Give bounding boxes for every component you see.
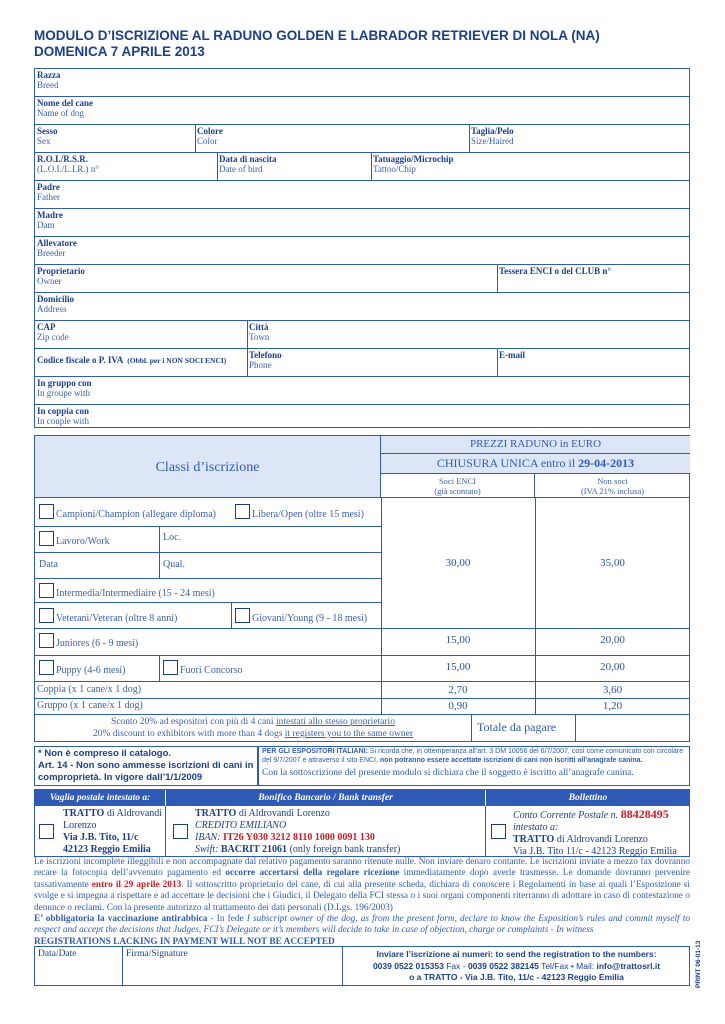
footer-box [34,946,690,986]
date-label: Data/Date [38,949,77,959]
champion-checkbox[interactable] [39,504,54,519]
title-line-1: MODULO D’ISCRIZIONE AL RADUNO GOLDEN E LABRADOR RETRIEVER DI NOLA (NA) [34,28,600,43]
postal-header: Vaglia postale intestato a: [35,790,165,806]
title-line-2: DOMENICA 7 APRILE 2013 [34,44,205,59]
work-checkbox[interactable] [39,531,54,546]
italian-exhibitors-bold-2: non potranno essere accettate iscrizioni di cani non iscritti all’anagrafe canina. [379,756,643,764]
group-sub: In groupe with [37,388,90,398]
open-label: Libera/Open (oltre 15 mesi) [252,509,364,520]
catalog-line-3: comproprietà. In vigore dall’1/1/2009 [38,772,203,783]
bank-swift-note: (only foreign bank transfer) [287,844,401,855]
junior-checkbox[interactable] [39,633,54,648]
group-members-price: 0,90 [448,700,468,712]
bank-name-bold: TRATTO [195,808,237,819]
send-tel: 0039 0522 382145 [467,960,539,971]
send-fax-label: Fax - [443,960,468,971]
group-class-label[interactable]: Gruppo (x 1 cane/x 1 dog) [37,700,143,711]
terms-p1e: . Il sottoscritto proprietario del cane, di cui alla presente scheda, dichiara di conoscere i Regolamenti in base ai quali l’Esposizione si svolge e si impegna a rispettare e ad accettare le decisioni che i Giudici, il Delegato della FCI stessa o i suoi organi componenti riterranno di adottare in caso di contestazione o denunce o reclami. Con la presente autorizzo al trattamento dei dati personali (D.Lgs. 196/2003) [34,879,690,913]
slip-checkbox[interactable] [491,824,508,842]
couple-members-price: 2,70 [448,684,468,696]
members-sub: (già scontato) [434,486,481,496]
cap-field[interactable] [35,321,71,343]
class-champion[interactable] [39,504,216,522]
phone-field[interactable] [247,349,284,371]
father-sub: Father [37,192,60,202]
italian-exhibitors-box [258,746,690,786]
total-label: Totale da pagare [477,720,557,734]
roi-label: R.O.I./R.S.R. [37,154,89,164]
catalog-box [34,746,258,786]
italian-exhibitors-bold: PER GLI ESPOSITORI ITALIANI: [262,748,368,755]
size-label: Taglia/Pelo [471,126,514,136]
group-label: In gruppo con [37,378,92,388]
out-of-competition-label: Fuori Concorso [180,665,243,676]
puppy-non-members-price: 20,00 [600,661,625,673]
sex-label: Sesso [37,126,58,136]
date-field[interactable] [35,947,123,986]
terms-paragraph-1 [34,857,690,914]
discount-it-prefix: Sconto 20% ad espositori con più di 4 cani [111,717,276,727]
cap-label: CAP [37,322,56,332]
postal-line-2: Lorenzo [63,820,97,831]
discount-en-link: it registers you to the same owner [284,729,414,739]
slip-number: 88428495 [620,807,669,821]
sex-color-row [35,125,689,153]
breed-sub: Breed [37,80,59,90]
bank-swift-label: Swift: [195,844,221,855]
work-qual-label: Qual. [163,559,185,570]
discount-en-prefix: 20% discount to exhibitors with more than 4 dogs [92,729,285,739]
puppy-checkbox[interactable] [39,660,54,675]
sex-field[interactable] [35,125,60,147]
cap-sub: Zip code [37,332,69,342]
size-sub: Size/Haired [471,136,514,146]
bank-swift: BACRIT 21061 [220,844,288,855]
send-email[interactable]: info@trattosrl.it [596,960,661,971]
intermediate-checkbox[interactable] [39,583,54,598]
puppy-label: Puppy (4-6 mesi) [56,665,126,676]
italian-exhibitors-note [262,748,686,765]
terms-paragraph-3: REGISTRATIONS LACKING IN PAYMENT WILL NOT BE ACCEPTED [34,936,335,947]
classes-table [34,435,690,742]
class-puppy[interactable] [39,660,125,678]
members-label: Soci ENCI [438,476,477,486]
catalog-line-2: Art. 14 - Non sono ammesse iscrizioni di cani in [38,760,254,771]
postal-checkbox[interactable] [39,824,56,842]
class-work[interactable] [39,531,110,549]
veteran-checkbox[interactable] [39,608,54,623]
terms-p1a: Le iscrizioni incomplete illeggibili e non accompagnate dal relativo pagamento saranno ritenute nulle. Non inviare denaro contante. Le iscrizioni inviate a mezzo fax dovranno recare la fotocopia dell’avvenuto pagamento ed [34,857,690,879]
members-header [381,474,535,498]
sex-sub: Sex [37,136,51,146]
deadline-date: 29-04-2013 [578,456,635,470]
couple-class-label[interactable]: Coppia (x 1 cane/x 1 dog) [37,684,142,695]
page-title [34,28,704,60]
postal-line-3: Via J.B. Tito, 11/c [63,832,139,843]
junior-members-price: 15,00 [445,634,471,646]
intermediate-label: Intermedia/Intermediaire (15 - 24 mesi) [56,588,215,599]
fiscal-row [35,349,689,377]
father-label: Padre [37,182,60,192]
slip-line-2: intestato a: [513,822,559,833]
junior-label: Juniores (6 - 9 mesi) [56,638,139,649]
couple-row[interactable] [35,405,689,428]
slip-header: Bollettino [485,790,690,806]
main-members-price: 30,00 [445,557,471,569]
payment-box [34,789,690,857]
fiscal-field[interactable] [35,349,228,369]
work-loc-label: Loc. [163,532,182,543]
slip-name-bold: TRATTO [513,834,555,845]
breeder-sub: Breeder [37,248,66,258]
deadline-prefix: CHIUSURA UNICA entro il [436,456,579,470]
roi-sub: (L.O.I./L.I.R.) n° [37,164,99,174]
tattoo-field[interactable] [371,153,456,175]
discount-note [35,716,471,740]
postal-line-4: 42123 Reggio Emilia [63,844,151,855]
father-row[interactable] [35,181,689,209]
classes-heading-cell [35,436,381,498]
bank-iban-label: IBAN: [195,832,224,843]
group-non-members-price: 1,20 [602,700,623,712]
card-label: Tessera ENCI o del CLUB n° [499,266,612,276]
fiscal-label: Codice fiscale o P. IVA [37,355,124,365]
city-field[interactable] [247,321,271,343]
work-date-label: Data [39,559,58,570]
class-veteran[interactable] [39,608,177,626]
birth-field[interactable] [217,153,279,175]
bank-header: Bonifico Bancario / Bank transfer [165,790,485,806]
slip-name-rest: di Aldrovandi Lorenzo [554,834,648,845]
couple-label: In coppia con [37,406,90,416]
postal-name-rest: di Aldrovandi [104,808,163,819]
non-members-label: Non soci [597,476,628,486]
send-line-3: o a TRATTO - Via J.B. Tito, 11/c - 42123 Reggio Emilia [409,972,624,982]
couple-sub: In couple with [37,416,89,426]
slip-details [513,808,677,858]
bank-details [195,808,400,856]
signature-label: Firma/Signature [126,949,188,959]
send-line-1: Inviare l’iscrizione ai numeri: to send the registration to the numbers: [376,949,657,959]
address-row[interactable] [35,293,689,321]
mother-label: Madre [37,210,63,220]
dog-name-label: Nome del cane [37,98,93,108]
send-info [343,949,690,984]
non-members-sub: (IVA 21% inclusa) [580,486,645,496]
bank-checkbox[interactable] [173,824,190,842]
tattoo-sub: Tattoo/Chip [373,164,416,174]
terms-p2b: - In fede [207,914,247,925]
dog-name-row[interactable] [35,97,689,125]
bank-name-rest: di Aldrovandi Lorenzo [236,808,330,819]
italian-exhibitors-sub: Con la sottoscrizione del presente modulo si dichiara che il soggetto è iscritto all’anagrafe canina. [262,768,634,778]
size-field[interactable] [469,125,516,147]
couple-non-members-price: 3,60 [602,684,623,696]
color-label: Colore [197,126,223,136]
group-row[interactable] [35,377,689,405]
terms-p1c: immediatamente dopo averle trasmesse. Le domande dovranno pervenire tassativamente [34,868,690,890]
veteran-label: Veterani/Veteran (oltre 8 anni) [56,613,178,624]
email-field[interactable] [497,349,527,361]
terms-p2c: I subscript owner of the dog, as from the present form, declare to know the Exposition’s rules and commit myself to respect and accept the decisions that Judges, FCI’s Delegate or it’s members will decide to take in case of objection, charge or complaints - In witness [34,914,690,936]
cap-row [35,321,689,349]
postal-details [63,808,162,856]
color-sub: Color [197,136,218,146]
bank-line-2: CREDITO EMILIANO [195,820,287,831]
roi-field[interactable] [35,153,101,175]
discount-it-link: intestati allo stesso proprietario [275,717,395,727]
dog-name-sub: Name of dog [37,108,84,118]
send-fax: 0039 0522 015353 [372,960,444,971]
slip-line-4: Via J.B. Tito 11/c - 42123 Reggio Emilia [513,846,677,857]
registration-form [34,68,690,428]
city-sub: Town [249,332,270,342]
class-young[interactable] [235,608,367,626]
birth-sub: Date of bird [219,164,263,174]
class-open[interactable] [235,504,364,522]
bank-iban: IT26 Y030 3212 8110 1000 0091 130 [223,832,375,843]
young-label: Giovani/Young (9 - 18 mesi) [252,613,368,624]
deadline-cell [381,454,690,474]
puppy-members-price: 15,00 [445,661,471,673]
phone-label: Telefono [249,350,282,360]
terms-paragraph-2 [34,914,690,937]
city-label: Città [249,322,269,332]
slip-line-1: Conto Corrente Postale n. [513,810,621,821]
mother-row[interactable] [35,209,689,237]
breed-label: Razza [37,70,61,80]
class-out-of-competition[interactable] [163,660,243,678]
terms-notes [34,857,690,948]
postal-name-bold: TRATTO [63,808,105,819]
out-of-competition-checkbox[interactable] [163,660,178,675]
fiscal-note: (Obbl. per i NON SOCI ENCI) [127,356,227,365]
color-field[interactable] [195,125,225,147]
owner-sub: Owner [37,276,62,286]
print-code: PRINT 06-01-13 [695,940,702,988]
mother-sub: Dam [37,220,55,230]
roi-row [35,153,689,181]
phone-sub: Phone [249,360,272,370]
signature-field[interactable] [123,947,343,986]
address-sub: Address [37,304,67,314]
open-checkbox[interactable] [235,504,250,519]
address-label: Domicilio [37,294,74,304]
email-label: E-mail [499,350,525,360]
breed-row[interactable] [35,69,689,97]
terms-p1d: entro il 29 aprile 2013 [91,879,182,890]
main-non-members-price: 35,00 [600,557,625,569]
young-checkbox[interactable] [235,608,250,623]
italian-exhibitors-text: Si ricorda che, in ottemperanza all’art. 3 DM 10056 del 6/7/2007, così come comunicato con circolare del 9/7/2007 e attraverso il sito ENCI, [262,748,684,764]
prices-header: PREZZI RADUNO in EURO [381,436,690,454]
birth-label: Data di nascita [219,154,277,164]
champion-label: Campioni/Champion (allegare diploma) [56,509,216,520]
card-field[interactable] [497,265,613,277]
non-members-header [535,474,690,498]
class-intermediate[interactable] [39,583,215,601]
total-field[interactable] [576,715,689,742]
owner-label: Proprietario [37,266,85,276]
breeder-label: Allevatore [37,238,77,248]
work-label: Lavoro/Work [56,536,110,547]
tattoo-label: Tatuaggio/Microchip [373,154,454,164]
catalog-line-1: * Non è compreso il catalogo. [38,748,172,759]
terms-p1b: occorre accertarsi della regolare ricezione [225,868,400,879]
junior-non-members-price: 20,00 [600,634,625,646]
class-junior[interactable] [39,633,138,651]
owner-row [35,265,689,293]
terms-p2a: E’ obbligatoria la vaccinazione antirabbica [34,914,208,925]
owner-field[interactable] [35,265,87,287]
send-tel-label: Tel/Fax • Mail: [538,960,597,971]
breeder-row[interactable] [35,237,689,265]
classes-heading: Classi d’iscrizione [155,460,260,475]
